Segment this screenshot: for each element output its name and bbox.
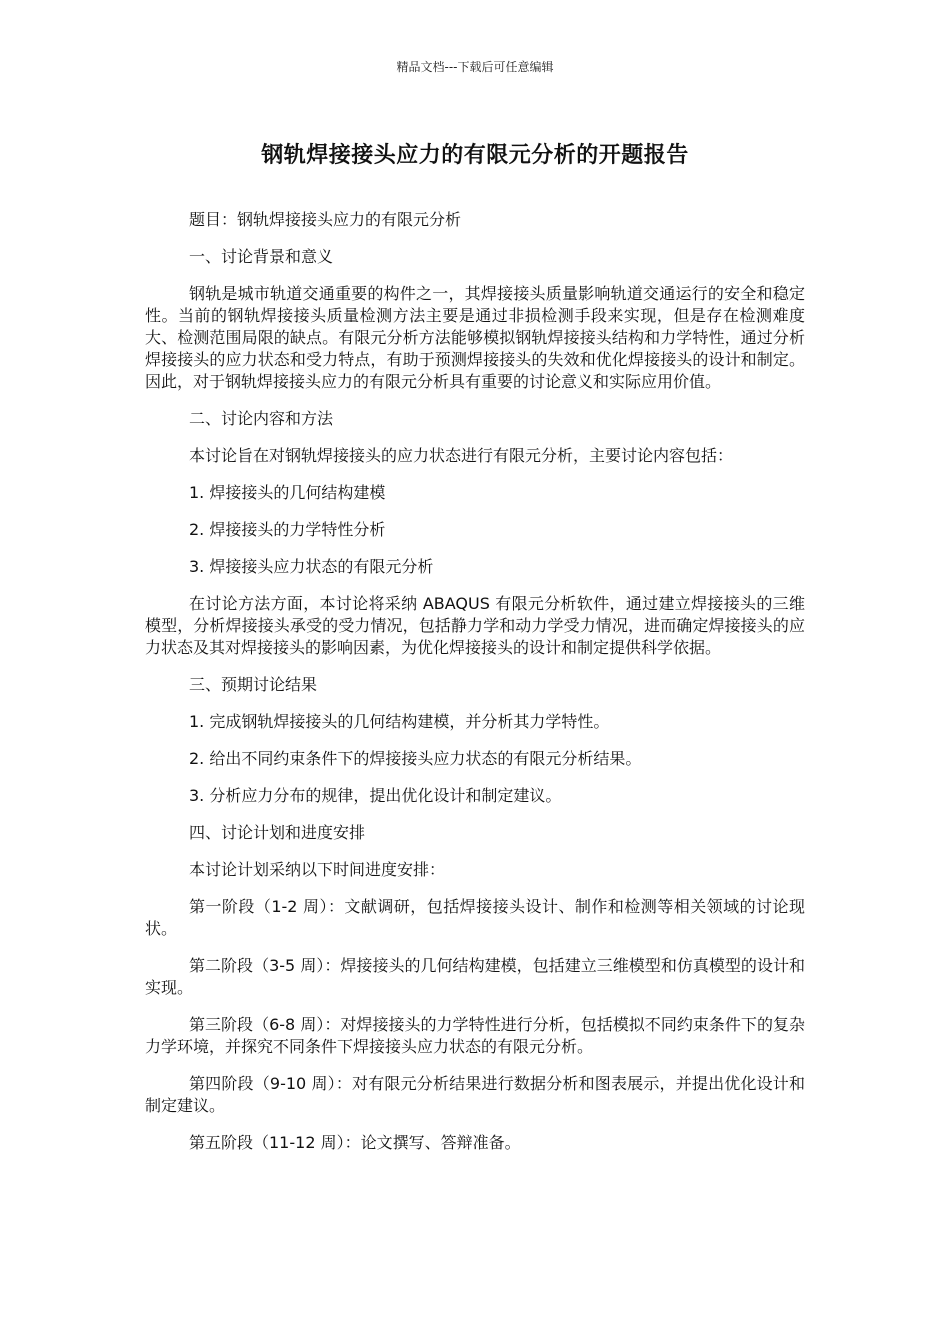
list-item-result-2: 2. 给出不同约束条件下的焊接接头应力状态的有限元分析结果。 — [189, 749, 642, 768]
list-item-content-2: 2. 焊接接头的力学特性分析 — [189, 520, 386, 539]
paragraph-content-intro: 本讨论旨在对钢轨焊接接头的应力状态进行有限元分析，主要讨论内容包括： — [189, 446, 734, 465]
topic-line: 题目：钢轨焊接接头应力的有限元分析 — [189, 210, 462, 229]
schedule-stage-1: 第一阶段（1-2 周）：文献调研，包括焊接接头设计、制作和检测等相关领域的讨论现状。 — [145, 897, 805, 938]
list-item-content-1: 1. 焊接接头的几何结构建模 — [189, 483, 386, 502]
schedule-stage-2: 第二阶段（3-5 周）：焊接接头的几何结构建模，包括建立三维模型和仿真模型的设计和实现。 — [145, 956, 805, 997]
schedule-stage-5: 第五阶段（11-12 周）：论文撰写、答辩准备。 — [189, 1133, 521, 1152]
page-header-note: 精品文档---下载后可任意编辑 — [396, 60, 554, 74]
paragraph-schedule-intro: 本讨论计划采纳以下时间进度安排： — [189, 860, 446, 879]
paragraph-background: 钢轨是城市轨道交通重要的构件之一，其焊接接头质量影响轨道交通运行的安全和稳定性。当前的钢轨焊接接头质量检测方法主要是通过非损检测手段来实现，但是存在检测难度大、检测范围局限的缺点。有限元分析方法能够模拟钢轨焊接接头结构和力学特性，通过分析焊接接头的应力状态和受力特点，有助于预测焊接接头的失效和优化焊接接头的设计和制定。因此，对于钢轨焊接接头应力的有限元分析具有重要的讨论意义和实际应用价值。 — [145, 284, 805, 391]
list-item-result-3: 3. 分析应力分布的规律，提出优化设计和制定建议。 — [189, 786, 562, 805]
paragraph-method: 在讨论方法方面，本讨论将采纳 ABAQUS 有限元分析软件，通过建立焊接接头的三维模型，分析焊接接头承受的受力情况，包括静力学和动力学受力情况，进而确定焊接接头的应力状态及其对焊接接头的影响因素，为优化焊接接头的设计和制定提供科学依据。 — [145, 594, 805, 657]
document-title: 钢轨焊接接头应力的有限元分析的开题报告 — [261, 143, 689, 168]
section-heading-expected-results: 三、预期讨论结果 — [189, 675, 318, 694]
section-heading-background: 一、讨论背景和意义 — [189, 247, 334, 266]
schedule-stage-4: 第四阶段（9-10 周）：对有限元分析结果进行数据分析和图表展示，并提出优化设计和制定建议。 — [145, 1074, 805, 1115]
section-heading-schedule: 四、讨论计划和进度安排 — [189, 823, 366, 842]
section-heading-content-method: 二、讨论内容和方法 — [189, 409, 334, 428]
schedule-stage-3: 第三阶段（6-8 周）：对焊接接头的力学特性进行分析，包括模拟不同约束条件下的复杂力学环境，并探究不同条件下焊接接头应力状态的有限元分析。 — [145, 1015, 805, 1056]
list-item-content-3: 3. 焊接接头应力状态的有限元分析 — [189, 557, 434, 576]
list-item-result-1: 1. 完成钢轨焊接接头的几何结构建模，并分析其力学特性。 — [189, 712, 610, 731]
document-body — [145, 209, 805, 1169]
